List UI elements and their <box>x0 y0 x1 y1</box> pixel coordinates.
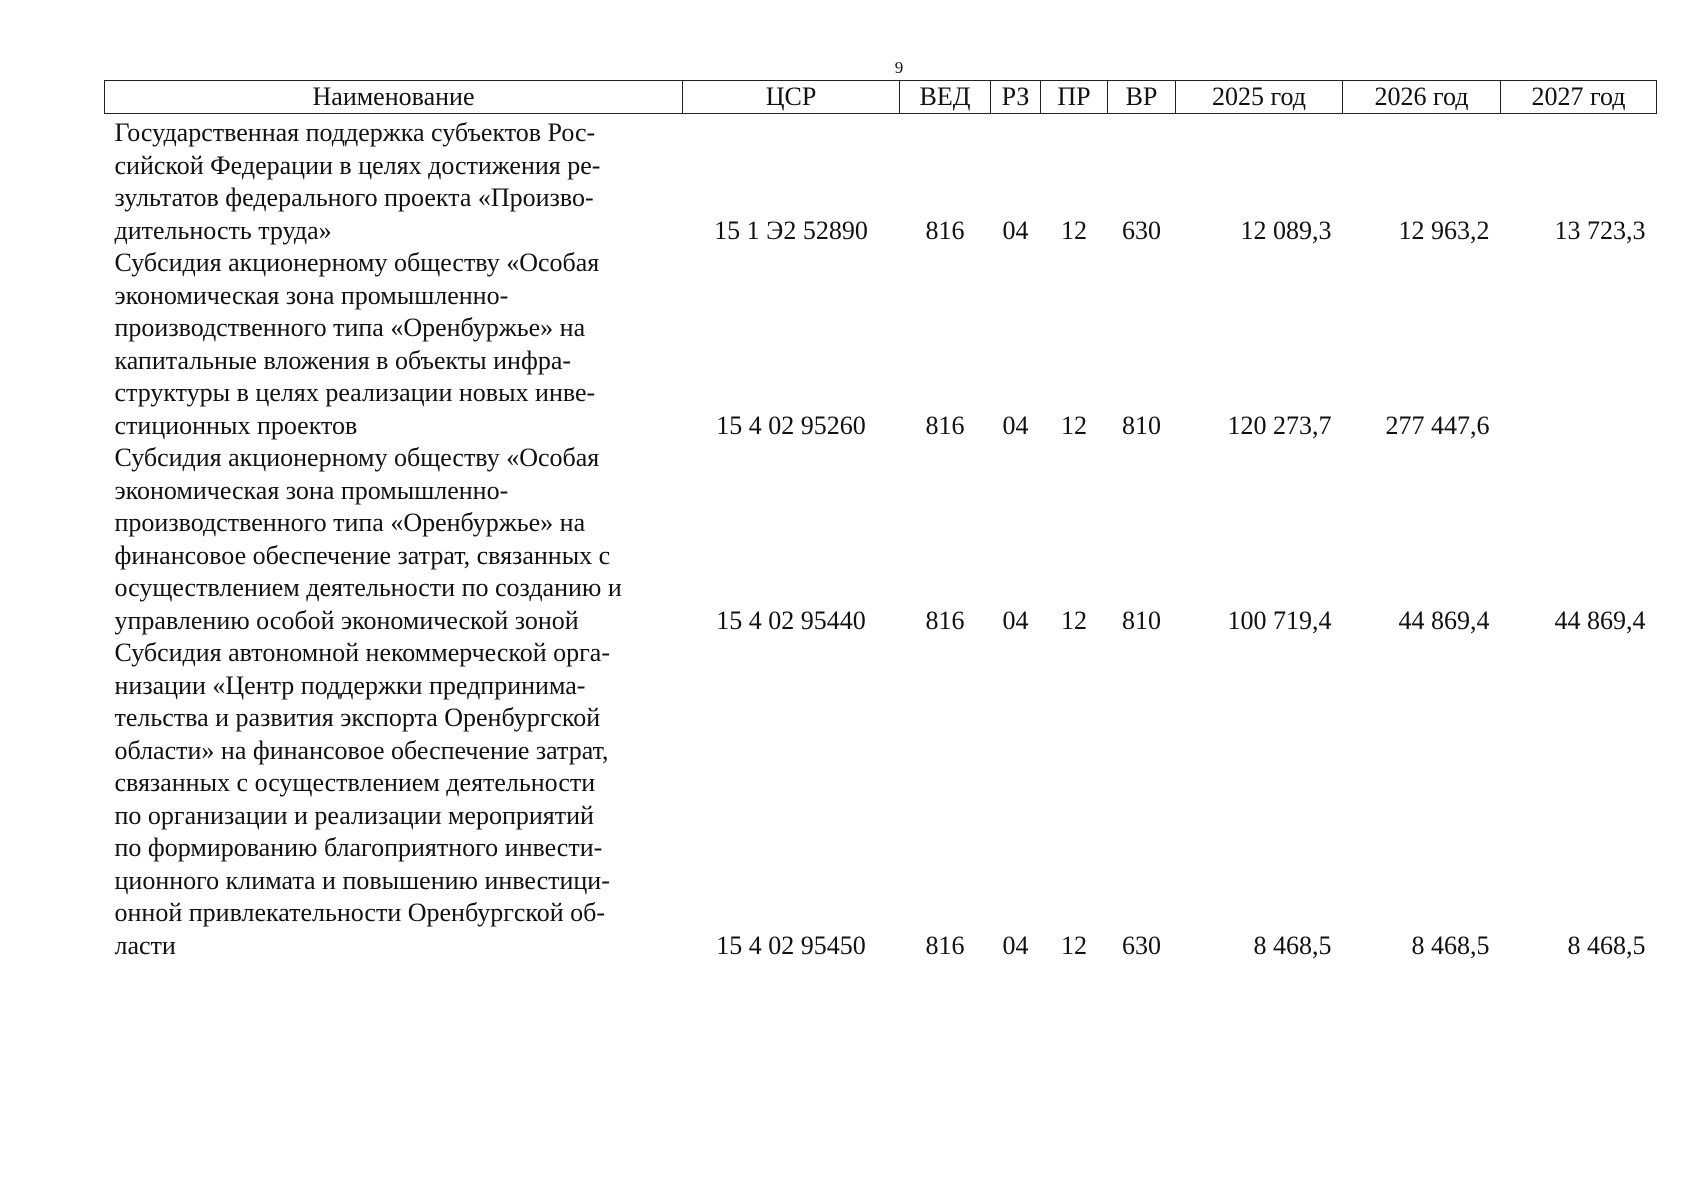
row-name-line: осуществлением деятельности по созданию и <box>114 573 622 602</box>
row-csr: 15 4 02 95450 <box>716 930 866 960</box>
row-vr: 810 <box>1122 605 1161 635</box>
page-number: 9 <box>894 58 904 77</box>
row-ved: 816 <box>925 215 965 245</box>
row-name <box>105 442 683 637</box>
row-2025: 12 089,3 <box>1240 215 1332 245</box>
row-rz: 04 <box>1002 410 1029 440</box>
row-name <box>105 637 683 962</box>
row-csr: 15 4 02 95440 <box>716 605 866 635</box>
row-ved: 816 <box>925 930 965 960</box>
header-2027: 2027 год <box>1501 81 1657 114</box>
budget-table <box>104 80 1657 962</box>
header-2025: 2025 год <box>1176 81 1343 114</box>
row-pr: 12 <box>1061 930 1087 960</box>
row-name-line: области» на финансовое обеспечение затрат, <box>114 735 609 765</box>
table-row <box>105 247 1657 442</box>
row-name-line: экономическая зона промышленно- <box>114 475 509 505</box>
row-name-line: дительность труда» <box>114 215 332 245</box>
row-name-line: Субсидия акционерному обществу «Особая <box>114 248 600 277</box>
row-ved: 816 <box>925 410 965 440</box>
row-csr: 15 4 02 95260 <box>716 410 866 440</box>
row-pr: 12 <box>1061 605 1087 635</box>
row-2026: 44 869,4 <box>1398 605 1490 635</box>
row-name-line: ласти <box>114 930 176 960</box>
row-name-line: Государственная поддержка субъектов Рос- <box>114 118 596 147</box>
row-rz: 04 <box>1002 215 1029 245</box>
row-name <box>105 247 683 442</box>
row-name-line: управлению особой экономической зоной <box>114 605 579 635</box>
row-2026: 12 963,2 <box>1398 215 1490 245</box>
row-name-line: тельства и развития экспорта Оренбургской <box>114 703 601 732</box>
row-csr: 15 1 Э2 52890 <box>714 215 868 245</box>
row-name-line: производственного типа «Оренбуржье» на <box>114 508 586 537</box>
row-rz: 04 <box>1002 605 1029 635</box>
row-2027: 13 723,3 <box>1554 215 1646 245</box>
row-2026: 8 468,5 <box>1411 930 1490 960</box>
row-name-line: производственного типа «Оренбуржье» на <box>114 313 586 342</box>
row-name-line: онной привлекательности Оренбургской об- <box>114 898 606 927</box>
table-row <box>105 637 1657 962</box>
row-vr: 810 <box>1122 410 1161 440</box>
row-name-line: связанных с осуществлением деятельности <box>114 768 596 797</box>
row-name <box>105 114 683 248</box>
row-name-line: структуры в целях реализации новых инве- <box>114 378 596 407</box>
row-name-line: ционного климата и повышению инвестици- <box>114 865 610 895</box>
row-2025: 8 468,5 <box>1253 930 1332 960</box>
row-2025: 120 273,7 <box>1227 410 1332 440</box>
header-2026: 2026 год <box>1343 81 1501 114</box>
header-rz: РЗ <box>991 81 1041 114</box>
header-ved: ВЕД <box>900 81 991 114</box>
table-header-row <box>105 81 1657 114</box>
header-name: Наименование <box>105 81 683 114</box>
row-name-line: сийской Федерации в целях достижения ре- <box>114 150 601 180</box>
table-row <box>105 114 1657 248</box>
row-name-line: Субсидия автономной некоммерческой орга- <box>114 638 610 667</box>
row-name-line: по формированию благоприятного инвести- <box>114 833 603 862</box>
row-name-line: низации «Центр поддержки предпринима- <box>114 670 586 700</box>
row-name-line: по организации и реализации мероприятий <box>114 800 594 830</box>
row-vr: 630 <box>1122 930 1161 960</box>
header-vr: ВР <box>1108 81 1176 114</box>
row-name-line: финансовое обеспечение затрат, связанных с <box>114 540 611 570</box>
row-2026: 277 447,6 <box>1385 410 1490 440</box>
row-ved: 816 <box>925 605 965 635</box>
row-2025: 100 719,4 <box>1227 605 1332 635</box>
row-name-line: экономическая зона промышленно- <box>114 280 509 310</box>
row-pr: 12 <box>1061 215 1087 245</box>
row-rz: 04 <box>1002 930 1029 960</box>
header-csr: ЦСР <box>683 81 900 114</box>
row-vr: 630 <box>1122 215 1161 245</box>
row-pr: 12 <box>1061 410 1087 440</box>
table-row <box>105 442 1657 637</box>
row-name-line: зультатов федерального проекта «Произво- <box>114 183 594 212</box>
header-pr: ПР <box>1041 81 1108 114</box>
row-2027: 8 468,5 <box>1567 930 1646 960</box>
row-name-line: капитальные вложения в объекты инфра- <box>114 345 572 375</box>
row-2027 <box>1501 247 1657 442</box>
row-name-line: стиционных проектов <box>114 410 358 440</box>
row-2027: 44 869,4 <box>1554 605 1646 635</box>
row-name-line: Субсидия акционерному обществу «Особая <box>114 443 600 472</box>
